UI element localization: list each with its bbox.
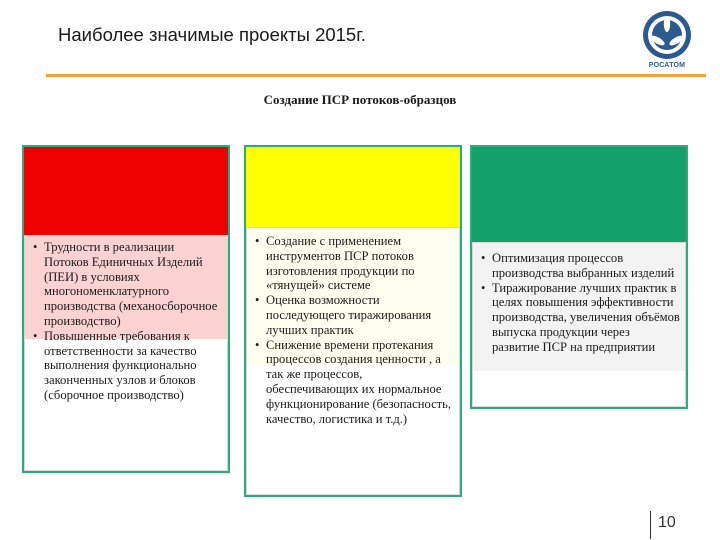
list-item: • Оптимизация процессов производства выбранных изделий: [480, 251, 680, 281]
header-rule: [46, 74, 706, 77]
column-problems: [22, 145, 230, 473]
column-bullet-list: [32, 240, 218, 403]
column-header-band: [472, 147, 686, 242]
column-results: [470, 145, 688, 409]
list-item: • Создание с применением инструментов ПСР потоков изготовления продукции по «тянущей» системе: [254, 234, 454, 293]
page-number-divider: [650, 511, 651, 539]
logo-text: РОСАТОМ: [648, 62, 686, 69]
column-header-band: [24, 147, 228, 235]
list-item: • Тиражирование лучших практик в целях повышения эффективности производства, увеличения объёмов выпуска продукции через развитие ПСР на предприятии: [480, 281, 680, 355]
slide-subtitle: Создание ПСР потоков-образцов: [263, 92, 457, 107]
list-item: • Снижение времени протекания процессов создания ценности , а так же процессов, обеспечивающих их нормальное функционирование (безопасность, качество, логистика и т.д.): [254, 338, 454, 427]
list-item: • Повышенные требования к ответственности за качество выполнения функционально законченных узлов и блоков (сборочное производство): [32, 329, 218, 403]
column-bullet-list: [480, 251, 680, 355]
column-bullet-list: [254, 234, 454, 426]
column-header-band: [246, 147, 460, 227]
column-actions: [244, 145, 462, 497]
list-item: • Трудности в реализации Потоков Единичных Изделий (ПЕИ) в условиях многономенклатурного производства (механосборочное производство): [32, 240, 218, 329]
list-item: • Оценка возможности последующего тиражирования лучших практик: [254, 293, 454, 337]
rosatom-logo: [636, 8, 698, 74]
slide-title: Наиболее значимые проекты 2015г.: [58, 24, 366, 45]
page-number: 10: [658, 514, 676, 531]
rosatom-atom-icon: [636, 8, 698, 62]
